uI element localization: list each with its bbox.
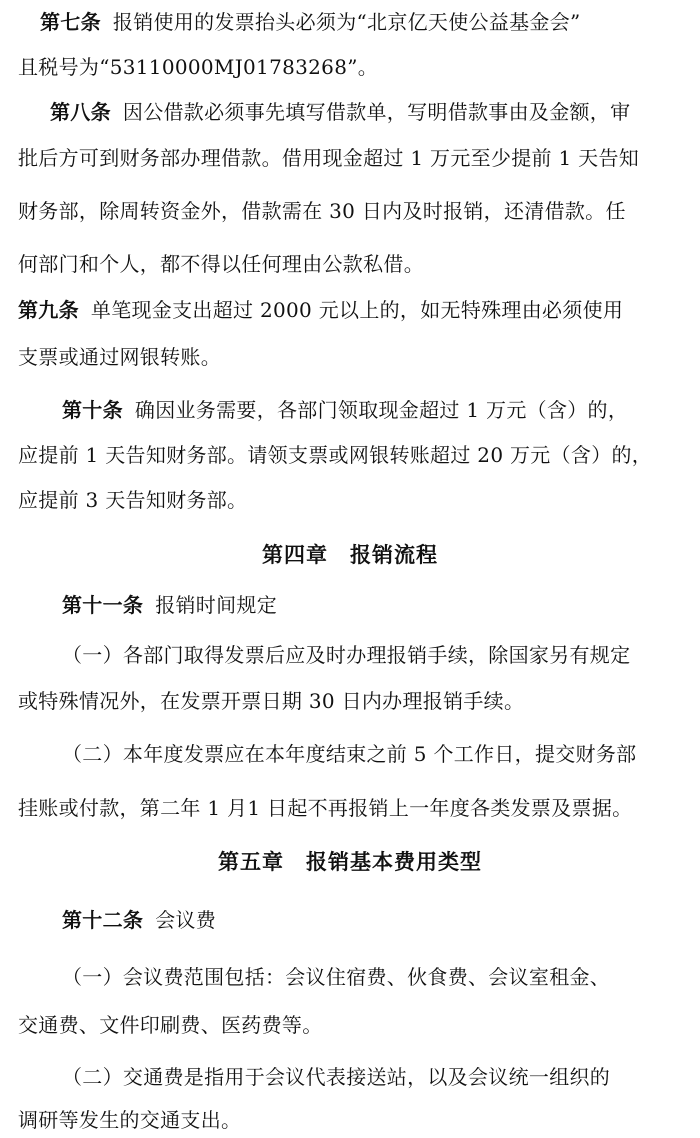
chapter-5-number: 第五章	[218, 850, 284, 874]
article-10-text-1: 确因业务需要，各部门领取现金超过 1 万元（含）的，	[134, 398, 629, 422]
article-11-item-1-text-2: 或特殊情况外，在发票开票日期 30 日内办理报销手续。	[18, 689, 525, 713]
article-7-label: 第七条	[40, 10, 101, 34]
article-12-item-1-line-2	[18, 1011, 323, 1039]
article-12-item-2-line-1	[62, 1063, 610, 1091]
article-12-item-1-text-1: （一）会议费范围包括：会议住宿费、伙食费、会议室租金、	[62, 965, 611, 989]
article-10-text-3: 应提前 3 天告知财务部。	[18, 488, 248, 512]
article-10-text-2: 应提前 1 天告知财务部。请领支票或网银转账超过 20 万元（含）的，	[18, 443, 653, 467]
article-11-item-2-line-2	[18, 794, 632, 822]
article-10-line-3	[18, 486, 247, 514]
article-10-line-2	[18, 441, 652, 469]
chapter-5-title: 报销基本费用类型	[306, 850, 482, 874]
article-8-line-3	[18, 197, 626, 225]
chapter-5-heading	[0, 848, 700, 876]
article-11-item-1-line-1	[62, 641, 630, 669]
article-7-text-1: 报销使用的发票抬头必须为“北京亿天使公益基金会”	[112, 10, 581, 34]
article-12-heading-line	[62, 906, 216, 934]
article-11-item-2-text-1: （二）本年度发票应在本年度结束之前 5 个工作日，提交财务部	[62, 742, 637, 766]
article-8-text-3: 财务部，除周转资金外，借款需在 30 日内及时报销，还清借款。任	[18, 199, 626, 223]
article-8-line-4	[18, 250, 424, 278]
article-11-item-1-line-2	[18, 687, 524, 715]
article-9-label: 第九条	[18, 298, 79, 322]
article-8-text-1: 因公借款必须事先填写借款单，写明借款事由及金额，审	[122, 100, 631, 124]
chapter-4-number: 第四章	[262, 543, 328, 567]
chapter-4-heading	[0, 541, 700, 569]
article-10-label: 第十条	[62, 398, 123, 422]
article-11-heading: 报销时间规定	[155, 593, 278, 617]
article-9-line-1	[18, 296, 623, 324]
article-8-line-2	[18, 144, 639, 172]
article-11-item-2-text-2: 挂账或付款，第二年 1 月1 日起不再报销上一年度各类发票及票据。	[18, 796, 633, 820]
article-12-item-2-text-2: 调研等发生的交通支出。	[18, 1108, 242, 1132]
article-12-item-1-line-1	[62, 963, 610, 991]
article-9-text-1: 单笔现金支出超过 2000 元以上的，如无特殊理由必须使用	[90, 298, 624, 322]
article-12-heading: 会议费	[155, 908, 217, 932]
article-12-label: 第十二条	[62, 908, 144, 932]
article-8-line-1	[50, 98, 630, 126]
article-11-item-1-text-1: （一）各部门取得发票后应及时办理报销手续，除国家另有规定	[62, 643, 631, 667]
article-7-text-2: 且税号为“53110000MJ01783268”。	[18, 55, 379, 79]
article-7-line-2	[18, 53, 378, 81]
article-11-heading-line	[62, 591, 277, 619]
article-7-line-1	[40, 8, 581, 36]
article-12-item-2-text-1: （二）交通费是指用于会议代表接送站，以及会议统一组织的	[62, 1065, 611, 1089]
article-8-label: 第八条	[50, 100, 111, 124]
article-8-text-4: 何部门和个人，都不得以任何理由公款私借。	[18, 252, 424, 276]
article-12-item-1-text-2: 交通费、文件印刷费、医药费等。	[18, 1013, 323, 1037]
chapter-4-title: 报销流程	[350, 543, 438, 567]
article-12-item-2-line-2	[18, 1106, 241, 1134]
article-11-item-2-line-1	[62, 740, 636, 768]
article-9-line-2	[18, 343, 221, 371]
article-9-text-2: 支票或通过网银转账。	[18, 345, 221, 369]
article-10-line-1	[62, 396, 628, 424]
article-11-label: 第十一条	[62, 593, 144, 617]
article-8-text-2: 批后方可到财务部办理借款。借用现金超过 1 万元至少提前 1 天告知	[18, 146, 640, 170]
